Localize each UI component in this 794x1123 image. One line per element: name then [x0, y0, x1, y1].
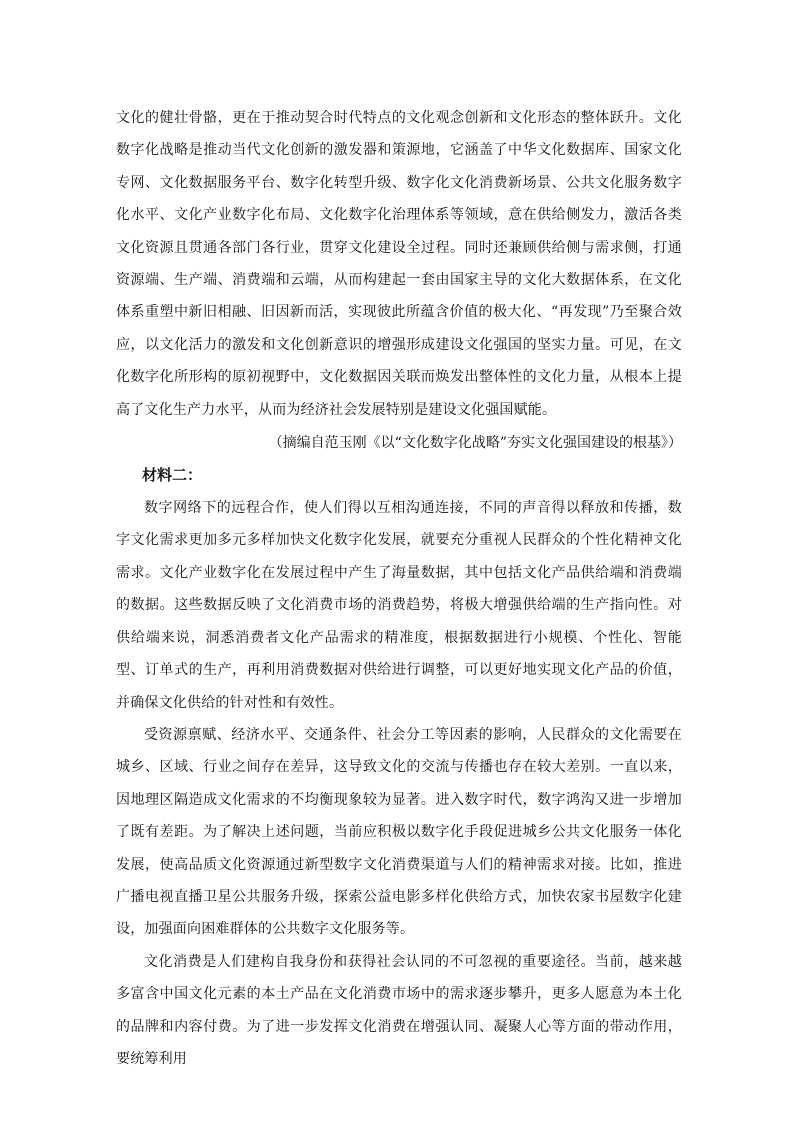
document-content — [116, 102, 682, 1075]
material-one-source: （摘编自范玉刚《以“文化数字化战略”夯实文化强国建设的根基》） — [268, 435, 682, 452]
material-one-continuation: 文化的健壮骨骼，更在于推动契合时代特点的文化观念创新和文化形态的整体跃升。文化数字化战略是推动当代文化创新的激发器和策源地，它涵盖了中华文化数据库、国家文化专网、文化数据服务平台、数字化转型升级、数字化文化消费新场景、公共文化服务数字化水平、文化产业数字化布局、文化数字化治理体系等领域，意在供给侧发力，激活各类文化资源且贯通各部门各行业，贯穿文化建设全过程。同时还兼顾供给侧与需求侧，打通资源端、生产端、消费端和云端，从而构建起一套由国家主导的文化大数据体系，在文化体系重塑中新旧相融、旧因新而活，实现彼此所蕴含价值的极大化、“再发现”乃至聚合效应，以文化活力的激发和文化创新意识的增强形成建设文化强国的坚实力量。可见，在文化数字化所形构的原初视野中，文化数据因关联而焕发出整体性的文化力量，从根本上提高了文化生产力水平，从而为经济社会发展特别是建设文化强国赋能。 — [116, 110, 682, 418]
material-two-heading: 材料二： — [142, 466, 203, 485]
material-two-paragraph-1: 数字网络下的远程合作，使人们得以互相沟通连接，不同的声音得以释放和传播，数字文化需求更加多元多样加快文化数字化发展，就要充分重视人民群众的个性化精神文化需求。文化产业数字化在发展过程中产生了海量数据，其中包括文化产品供给端和消费端的数据。这些数据反映了文化消费市场的消费趋势，将极大增强供给端的生产指向性。对供给端来说，洞悉消费者文化产品需求的精准度，根据数据进行小规模、个性化、智能型、订单式的生产，再利用消费数据对供给进行调整，可以更好地实现文化产品的价值，并确保文化供给的针对性和有效性。 — [116, 500, 682, 711]
material-two-paragraph-3: 文化消费是人们建构自我身份和获得社会认同的不可忽视的重要途径。当前，越来越多富含中国文化元素的本土产品在文化消费市场中的需求逐步攀升，更多人愿意为本土化的品牌和内容付费。为了进一步发挥文化消费在增强认同、凝聚人心等方面的带动作用，要统筹利用 — [116, 953, 682, 1067]
material-two-paragraph-2: 受资源禀赋、经济水平、交通条件、社会分工等因素的影响，人民群众的文化需要在城乡、区域、行业之间存在差异，这导致文化的交流与传播也存在较大差别。一直以来，因地理区隔造成文化需求的不均衡现象较为显著。进入数字时代，数字鸿沟又进一步增加了既有差距。为了解决上述问题，当前应积极以数字化手段促进城乡公共文化服务一体化发展，使高品质文化资源通过新型数字文化消费渠道与人们的精神需求对接。比如，推进广播电视直播卫星公共服务升级，探索公益电影多样化供给方式，加快农家书屋数字化建设，加强面向困难群体的公共数字文化服务等。 — [116, 726, 682, 938]
